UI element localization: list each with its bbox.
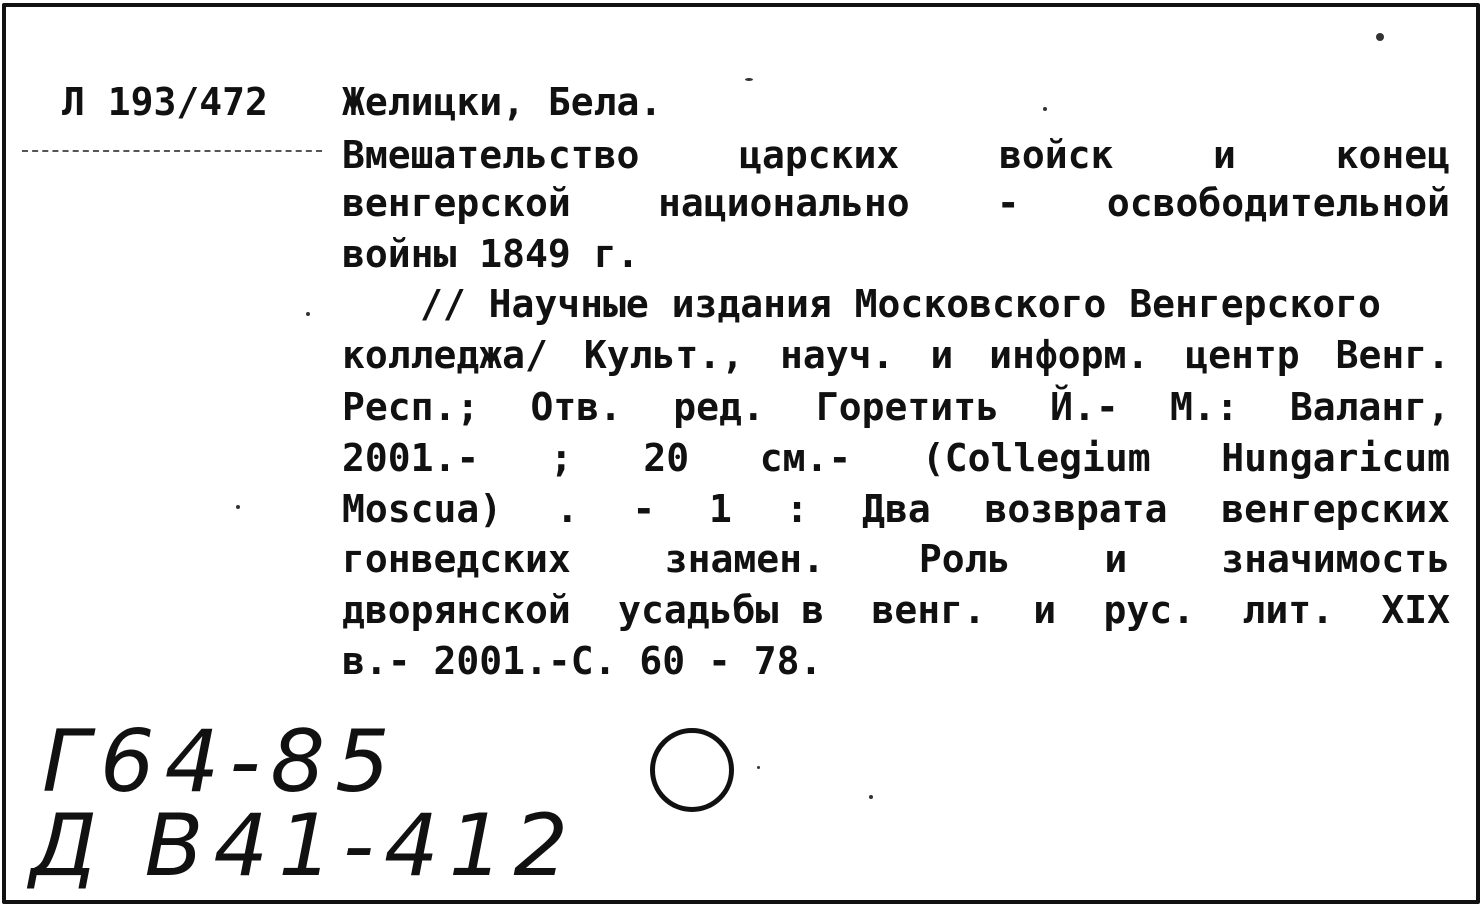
title-end: войны 1849 г. [342, 232, 640, 276]
ink-speck [1376, 33, 1384, 41]
series-word: 1 [709, 487, 732, 531]
title-word: Вмешательство [342, 133, 640, 177]
series-word: 2001.- [342, 436, 480, 480]
series-word: Горетить [815, 385, 999, 429]
series-word: дворянской [342, 588, 571, 632]
series-word: возврата [984, 487, 1168, 531]
title-line-2 [342, 181, 1450, 225]
series-line-4 [342, 436, 1450, 480]
title-word: венгерской [342, 181, 571, 225]
series-word: венгерских [1221, 487, 1450, 531]
pages-line: в.- 2001.-С. 60 - 78. [342, 639, 823, 683]
series-word: Валанг, [1289, 385, 1450, 429]
title-word: - [996, 181, 1020, 225]
ink-speck [757, 766, 760, 769]
series-word: : [785, 487, 809, 531]
series-word: ; [549, 436, 573, 480]
series-word: Moscua) [342, 487, 503, 531]
title-word: освободительной [1106, 181, 1450, 225]
series-word: науч. [779, 333, 895, 377]
series-word: (Collegium [921, 436, 1151, 480]
series-word: значимость [1221, 537, 1450, 581]
title-line-1 [342, 133, 1450, 177]
series-word: . [555, 487, 579, 531]
series-word: рус. [1103, 588, 1196, 632]
series-line-2 [342, 333, 1450, 377]
series-word: ред. [673, 385, 765, 429]
shelfmark: Л 193/472 [62, 80, 268, 124]
series-word: М.: [1170, 385, 1239, 429]
series-word: Два [862, 487, 931, 531]
series-line-6 [342, 537, 1450, 581]
ink-speck [306, 312, 310, 316]
handwritten-code-2: Д В41-412 [30, 796, 579, 896]
series-line-7 [342, 588, 1450, 632]
series-word: и [930, 333, 954, 377]
series-word: 20 [643, 436, 690, 480]
series-word: Культ., [583, 333, 745, 377]
series-word: гонведских [342, 537, 571, 581]
series-word: - [632, 487, 656, 531]
series-word: и [1104, 537, 1128, 581]
title-word: войск [998, 133, 1114, 177]
series-word: Й.- [1050, 385, 1119, 429]
ink-speck [869, 795, 873, 799]
series-word: лит. [1242, 588, 1334, 632]
series-word: см.- [759, 436, 852, 480]
handwritten-code-1: Г64-85 [42, 712, 400, 812]
dashed-rule [22, 150, 322, 152]
title-word: конец [1335, 133, 1450, 177]
series-word: венг. [871, 588, 986, 632]
title-word: национально [657, 181, 910, 225]
title-word: царских [739, 133, 900, 177]
series-line-3 [342, 385, 1450, 429]
series-word: Hungaricum [1221, 436, 1450, 480]
ink-speck [745, 78, 753, 81]
ink-speck [1043, 107, 1047, 111]
series-line-1: // Научные издания Московского Венгерского [420, 282, 1381, 326]
series-word: Венг. [1335, 333, 1450, 377]
series-word: усадьбы в [618, 588, 825, 632]
title-word: и [1213, 133, 1236, 177]
series-word: информ. [989, 333, 1150, 377]
series-line-5 [342, 487, 1450, 531]
series-word: и [1033, 588, 1057, 632]
author-heading: Желицки, Бела. [342, 80, 663, 124]
series-word: колледжа/ [342, 333, 548, 377]
series-word: Отв. [530, 385, 622, 429]
series-word: знамен. [664, 537, 825, 581]
handwritten-circle [650, 728, 734, 812]
series-word: Роль [918, 537, 1011, 581]
series-word: центр [1185, 333, 1300, 377]
series-word: Респ.; [342, 385, 480, 429]
ink-speck [236, 505, 240, 509]
series-word: XIX [1381, 588, 1450, 632]
